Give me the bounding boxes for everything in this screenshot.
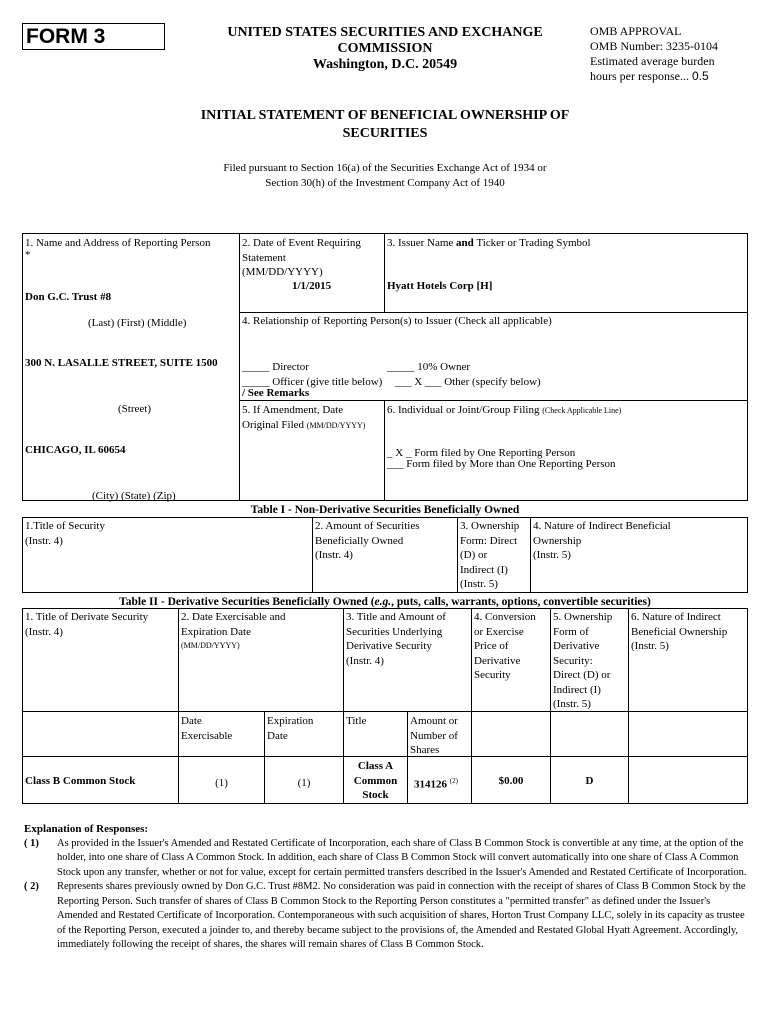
section-3-label-b: Ticker or Trading Symbol <box>476 237 591 249</box>
underlying-amount <box>414 774 458 792</box>
table-2-title-a: Table II - Derivative Securities Beneficially Owned ( <box>119 596 375 608</box>
footnote-1-text: As provided in the Issuer's Amended and Restated Certificate of Incorporation, each share of Class B Common Stock is convertible at any time, at the option of the holder, into one share of Class A Common Stock. In addition, each share of Class B Common Stock will convert automatically into one share of Class A Common Stock upon any transfer, whether or not for value, except for certain permitted transfers described in the Issuer's Amended and Restated Certificate of Incorporation. <box>57 837 747 878</box>
t2-ownership-line-4: Security: <box>553 654 593 667</box>
omb-number: OMB Number: 3235-0104 <box>590 39 718 53</box>
underlying-title-line-3: Stock <box>362 789 389 801</box>
event-date: 1/1/2015 <box>292 280 332 292</box>
t2-ownership-line-3: Derivative <box>553 640 600 652</box>
table-1-title: Table I - Non-Derivative Securities Beneficially Owned <box>250 504 520 516</box>
table-2-col-dates-hint: (MM/DD/YYYY) <box>181 641 240 650</box>
statement-line-1: INITIAL STATEMENT OF BENEFICIAL OWNERSHIP OF <box>200 108 570 123</box>
table-1-col-nature <box>533 519 671 563</box>
table-2-title <box>22 596 748 608</box>
t2-ownership-line-2: Form of <box>553 625 589 638</box>
statement-title <box>160 107 610 143</box>
t2-nature-line-3: (Instr. 5) <box>631 640 669 652</box>
agency-line-1: UNITED STATES SECURITIES AND EXCHANGE <box>227 25 543 40</box>
form-title: FORM 3 <box>22 23 165 50</box>
table-1-col-amount <box>315 519 420 563</box>
sub-date-exercisable <box>181 714 232 743</box>
t2-ownership-line-7: (Instr. 5) <box>553 698 591 710</box>
conversion-price: $0.00 <box>498 775 524 787</box>
table-2-col-dates <box>181 610 285 654</box>
t2-conversion-line-2: or Exercise <box>474 625 524 638</box>
sub-expiration-date <box>267 714 313 743</box>
ten-percent-owner-option: _____ 10% Owner <box>387 361 471 373</box>
sub-date-exercisable-line-2: Exercisable <box>181 729 233 742</box>
officer-option: _____ Officer (give title below) <box>242 376 383 388</box>
table-2-col-conversion <box>474 610 536 683</box>
footnote-2-number: ( 2) <box>24 881 39 892</box>
explanation-of-responses <box>24 822 749 953</box>
other-option <box>395 375 541 390</box>
director-option: _____ Director <box>242 361 309 373</box>
ownership-form: D <box>585 775 594 787</box>
t2-nature-line-1: 6. Nature of Indirect <box>631 611 721 623</box>
table-1-col-title <box>25 519 105 548</box>
section-3-label-a: 3. Issuer Name <box>387 237 454 249</box>
omb-burden-value: 0.5 <box>691 69 709 83</box>
footnote-2-text: Represents shares previously owned by Don G.C. Trust #8M2. No consideration was paid in connection with the receipt of shares of Class B Common Stock by the Reporting Person. Such transfer of shares of Class B Common Stock to the Reporting Person constitutes a "permitted transfer" as defined under the Issuer's Amended and Restated Certificate of Incorporation. Contemporaneous with such acquisition of shares, Horton Trust Company LLC, solely in its capacity as trustee of the Reporting Person, executed a joinder to, and thereby became subject to the provisions of, the Amended and Restated Global Hyatt Agreement. Accordingly, immediately following the receipt of shares, the shares will remain shares of Class B Common Stock. <box>57 881 746 950</box>
section-4-label: 4. Relationship of Reporting Person(s) to Issuer (Check all applicable) <box>242 315 552 327</box>
t2-underlying-line-4: (Instr. 4) <box>346 654 384 667</box>
t2-conversion-line-4: Derivative <box>474 654 521 667</box>
t1-ownership-line-3: (D) or <box>460 549 488 561</box>
statement-line-2: SECURITIES <box>342 126 428 141</box>
t2-title-line-2: (Instr. 4) <box>25 625 63 638</box>
section-6-hint: (Check Applicable Line) <box>542 406 622 415</box>
other-option-text: Other (specify below) <box>444 376 541 388</box>
t1-title-line-1: 1.Title of Security <box>25 520 105 532</box>
street-address: 300 N. LASALLE STREET, SUITE 1500 <box>25 357 218 369</box>
t1-nature-line-1: 4. Nature of Indirect Beneficial <box>533 520 671 532</box>
filed-pursuant <box>160 161 610 191</box>
t2-title-line-1: 1. Title of Derivate Security <box>25 611 149 623</box>
sub-expiration-line-1: Expiration <box>267 715 314 727</box>
table-2-col-nature <box>631 610 727 654</box>
t1-nature-line-2: Ownership <box>533 534 582 547</box>
date-exercisable-footnote: (1) <box>215 777 228 789</box>
t1-ownership-line-5: (Instr. 5) <box>460 578 498 590</box>
t1-amount-line-1: 2. Amount of Securities <box>315 520 420 532</box>
one-person-text: Form filed by One Reporting Person <box>414 447 576 459</box>
t2-dates-line-2: Expiration Date <box>181 625 251 638</box>
table-2-col-ownership <box>553 610 612 712</box>
section-6-label-text: 6. Individual or Joint/Group Filing <box>387 404 540 416</box>
multiple-persons-text: Form filed by More than One Reporting Person <box>406 458 616 470</box>
section-2-label-2: Statement <box>242 251 286 264</box>
filed-line-1: Filed pursuant to Section 16(a) of the Securities Exchange Act of 1934 or <box>223 162 547 174</box>
t1-amount-line-3: (Instr. 4) <box>315 549 353 561</box>
t1-amount-line-2: Beneficially Owned <box>315 534 404 547</box>
underlying-amount-value: 314126 <box>414 778 447 791</box>
section-5-label-2-text: Original Filed <box>242 418 305 431</box>
t2-underlying-line-3: Derivative Security <box>346 640 432 652</box>
sub-amount <box>410 714 458 758</box>
underlying-amount-footnote: (2) <box>449 777 458 785</box>
table-2-col-title <box>25 610 148 639</box>
t2-nature-line-2: Beneficial Ownership <box>631 625 728 638</box>
multiple-persons-mark: ___ <box>387 458 404 470</box>
footnote-2 <box>24 880 749 953</box>
t2-conversion-line-3: Price of <box>474 640 509 652</box>
explanation-heading: Explanation of Responses: <box>24 823 149 835</box>
section-3-label <box>387 236 591 251</box>
section-5-label <box>242 403 365 433</box>
table-2-col-underlying <box>346 610 446 668</box>
expiration-date-footnote: (1) <box>297 777 311 789</box>
section-1-label <box>25 236 210 251</box>
t2-conversion-line-1: 4. Conversion <box>474 611 536 623</box>
section-3-label-and: and <box>456 237 474 249</box>
section-1-label-text: 1. Name and Address of Reporting Person <box>25 237 211 249</box>
section-1-footnote: * <box>25 249 31 261</box>
see-remarks: / See Remarks <box>242 387 310 399</box>
city-hint: (City) (State) (Zip) <box>92 490 176 502</box>
underlying-title <box>343 759 408 803</box>
issuer-name: Hyatt Hotels Corp [H] <box>387 280 493 292</box>
t2-underlying-line-1: 3. Title and Amount of <box>346 611 446 623</box>
t1-ownership-line-2: Form: Direct <box>460 534 518 547</box>
t1-ownership-line-4: Indirect (I) <box>460 563 508 576</box>
other-option-mark: ___ X ___ <box>395 376 442 388</box>
derivative-security-title: Class B Common Stock <box>25 775 136 787</box>
sub-expiration-line-2: Date <box>267 729 288 742</box>
t2-ownership-line-5: Direct (D) or <box>553 669 611 681</box>
omb-burden-label: hours per response... <box>590 69 689 83</box>
omb-burden-1: Estimated average burden <box>590 54 715 68</box>
section-5-label-1: 5. If Amendment, Date <box>242 404 344 416</box>
city-address: CHICAGO, IL 60654 <box>25 444 126 456</box>
t2-underlying-line-2: Securities Underlying <box>346 625 443 638</box>
omb-approval <box>590 24 760 84</box>
t2-conversion-line-5: Security <box>474 669 511 681</box>
section-2-label-3: (MM/DD/YYYY) <box>242 266 323 278</box>
section-2-label <box>242 236 361 280</box>
t2-ownership-line-6: Indirect (I) <box>553 683 601 696</box>
sub-date-exercisable-line-1: Date <box>181 715 202 727</box>
street-hint: (Street) <box>118 403 151 415</box>
t1-nature-line-3: (Instr. 5) <box>533 549 571 561</box>
table-2-title-b: , puts, calls, warrants, options, convertible securities) <box>391 596 651 608</box>
table-1-col-ownership <box>460 519 519 592</box>
underlying-title-line-2: Common <box>353 774 398 787</box>
sub-amount-line-2: Number of <box>410 729 458 742</box>
omb-burden-2 <box>590 69 760 84</box>
t1-ownership-line-1: 3. Ownership <box>460 520 520 532</box>
section-2-label-1: 2. Date of Event Requiring <box>242 237 361 249</box>
sub-amount-line-1: Amount or <box>410 715 458 727</box>
omb-approval-label: OMB APPROVAL <box>590 24 682 38</box>
multiple-persons-option <box>387 457 616 472</box>
section-5-label-2 <box>242 418 365 434</box>
sub-amount-line-3: Shares <box>410 744 440 756</box>
underlying-title-line-1: Class A <box>357 760 394 772</box>
footnote-1-number: ( 1) <box>24 837 39 849</box>
reporting-person-name: Don G.C. Trust #8 <box>25 291 112 303</box>
agency-line-2: COMMISSION <box>337 41 433 56</box>
name-hint: (Last) (First) (Middle) <box>88 317 187 329</box>
t2-ownership-line-1: 5. Ownership <box>553 611 613 623</box>
footnote-1 <box>24 837 749 881</box>
sub-title: Title <box>346 715 367 727</box>
t1-title-line-2: (Instr. 4) <box>25 534 63 547</box>
one-person-mark: _ X _ <box>387 447 412 459</box>
t2-dates-line-1: 2. Date Exercisable and <box>181 611 286 623</box>
table-2-title-eg: e.g. <box>374 596 392 608</box>
filed-line-2: Section 30(h) of the Investment Company Act of 1940 <box>265 177 505 189</box>
agency-name <box>200 25 570 73</box>
agency-line-3: Washington, D.C. 20549 <box>312 57 458 72</box>
section-5-hint: (MM/DD/YYYY) <box>306 420 366 430</box>
section-6-label <box>387 403 621 419</box>
table-2-col-dates-lines <box>181 610 285 639</box>
